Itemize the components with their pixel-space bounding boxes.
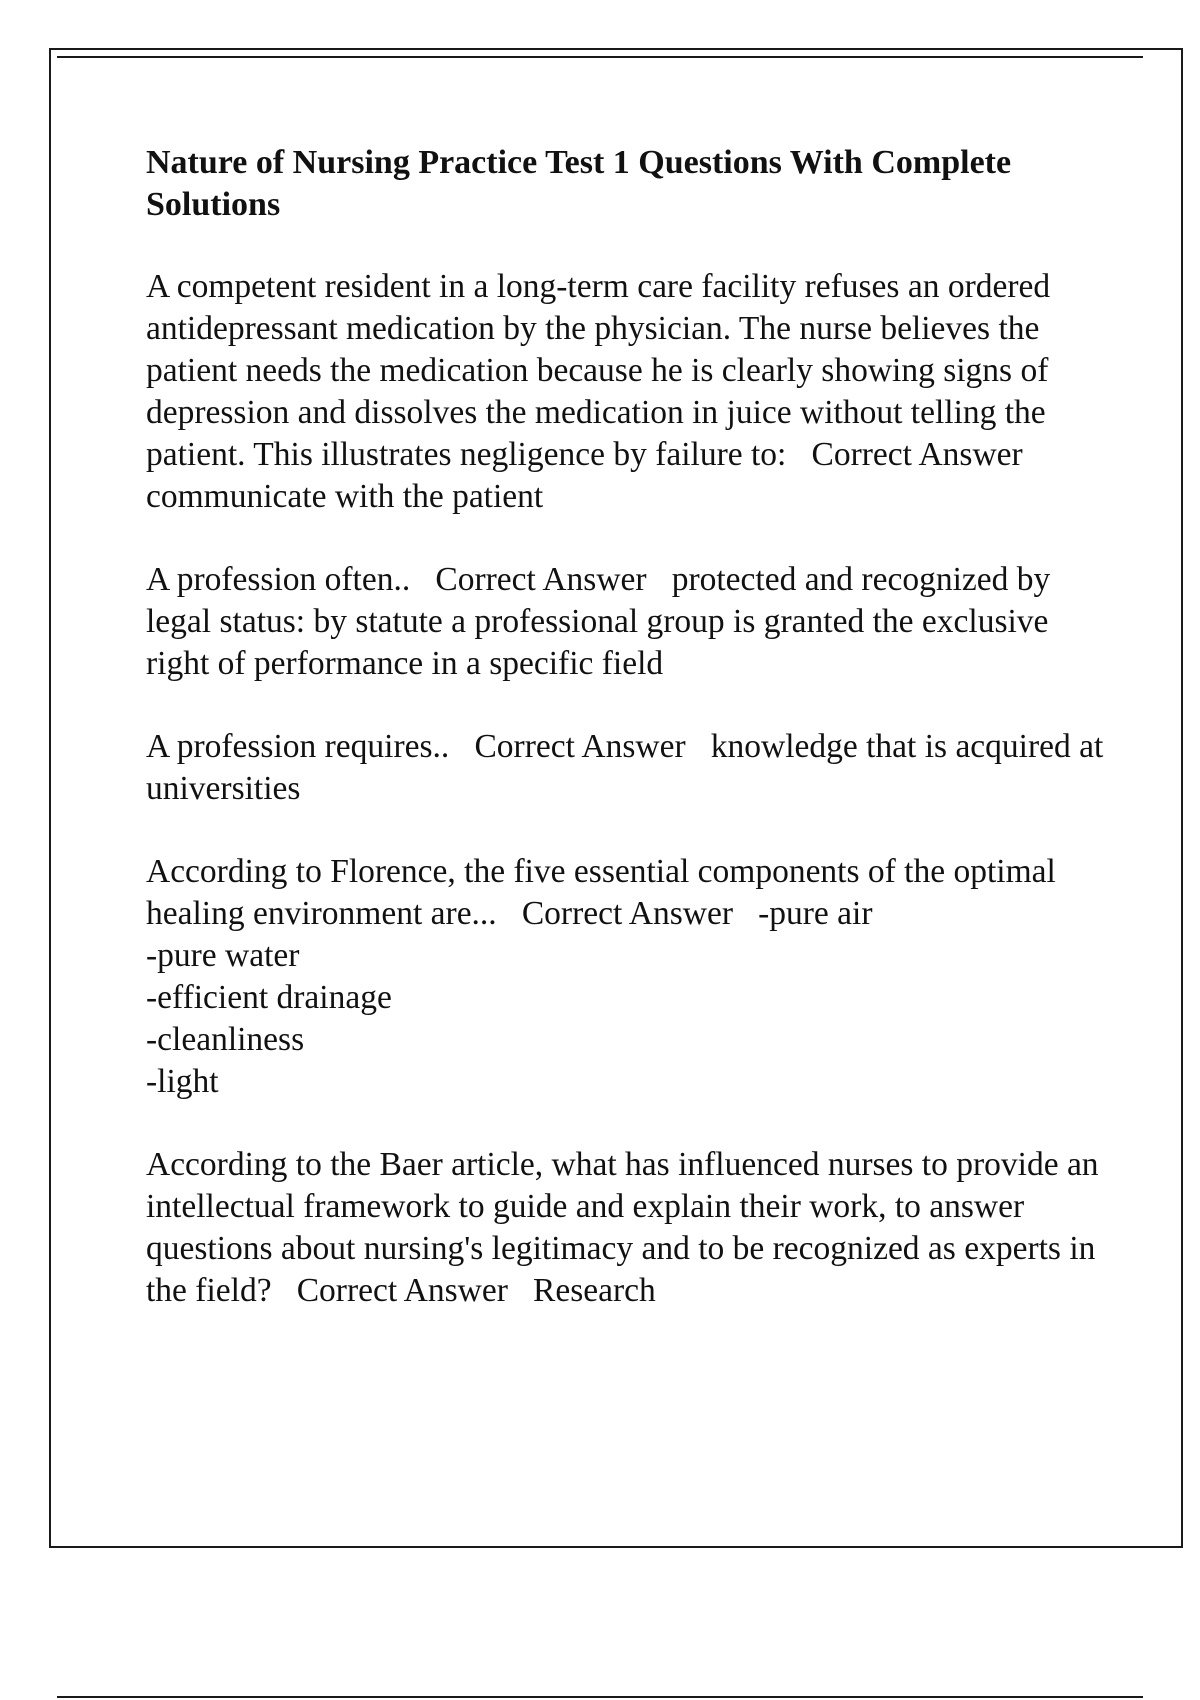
footer-rule (57, 1696, 1143, 1698)
qa-item (146, 559, 1106, 685)
answer-text: protected and recognized by legal status: by statute a professional group is granted the exclusive right of performance in a specific field (146, 561, 1059, 682)
question-text: According to Florence, the five essential components of the optimal healing environment are... (146, 853, 1065, 932)
answer-label: Correct Answer (296, 1272, 508, 1309)
question-text: A competent resident in a long-term care facility refuses an ordered antidepressant medication by the physician. The nurse believes the patient needs the medication because he is clearly showing signs of depression and dissolves the medication in juice without telling the patient. This illustrates negligence by failure to: (146, 268, 1059, 473)
answer-text: communicate with the patient (146, 478, 544, 515)
qa-item (146, 1144, 1106, 1312)
qa-item (146, 851, 1106, 1103)
question-text: A profession often.. (146, 561, 411, 598)
header-rule (57, 56, 1143, 58)
answer-text: Research (533, 1272, 656, 1309)
document-title: Nature of Nursing Practice Test 1 Questions With Complete Solutions (146, 144, 1012, 223)
answer-label: Correct Answer (435, 561, 647, 598)
qa-item (146, 726, 1112, 810)
answer-text: -pure air -pure water -efficient drainage -cleanliness -light (146, 895, 873, 1100)
answer-text: knowledge that is acquired at universities (146, 728, 1112, 807)
answer-label: Correct Answer (811, 436, 1023, 473)
answer-label: Correct Answer (521, 895, 733, 932)
question-text: A profession requires.. (146, 728, 450, 765)
question-text: According to the Baer article, what has influenced nurses to provide an intellectual framework to guide and explain their work, to answer questions about nursing's legitimacy and to be recognized as experts in the field? (146, 1146, 1107, 1309)
qa-item (146, 266, 1106, 518)
document-body (146, 142, 1112, 1353)
answer-label: Correct Answer (474, 728, 686, 765)
